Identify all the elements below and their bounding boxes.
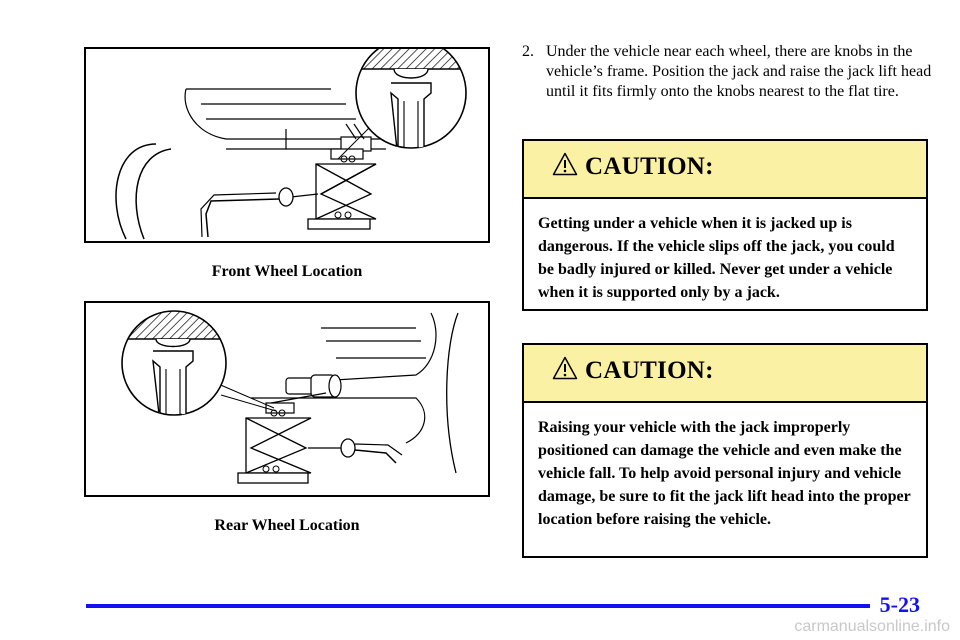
caution-box-1 bbox=[522, 139, 928, 311]
step-number: 2. bbox=[522, 43, 534, 60]
front-jack-drawing bbox=[86, 49, 488, 241]
warning-triangle-icon bbox=[552, 356, 578, 380]
caution-label: CAUTION: bbox=[585, 153, 714, 180]
watermark: carmanualsonline.info bbox=[794, 618, 950, 635]
front-wheel-caption: Front Wheel Location bbox=[211, 263, 363, 280]
step-text: Under the vehicle near each wheel, there are knobs in the vehicle’s frame. Position the jack and raise the jack lift head until it fits firmly onto the knobs nearest to the flat tire. bbox=[546, 43, 932, 100]
caution-box-2 bbox=[522, 343, 928, 558]
rear-wheel-caption: Rear Wheel Location bbox=[214, 517, 360, 534]
warning-triangle-icon bbox=[552, 152, 578, 176]
step-2-instruction bbox=[522, 42, 932, 102]
caution-header bbox=[524, 141, 926, 199]
caution-text: Raising your vehicle with the jack improperly positioned can damage the vehicle and even make the vehicle fall. To help avoid personal injury and vehicle damage, be sure to fit the jack lift head into the proper location before raising the vehicle. bbox=[538, 419, 911, 528]
footer-rule bbox=[86, 604, 870, 608]
page-number: 5-23 bbox=[879, 592, 920, 617]
caution-label: CAUTION: bbox=[585, 357, 714, 384]
rear-wheel-illustration bbox=[84, 301, 490, 497]
caution-header bbox=[524, 345, 926, 403]
caution-text: Getting under a vehicle when it is jacked up is dangerous. If the vehicle slips off the jack, you could be badly injured or killed. Never get under a vehicle when it is supported only by a jack. bbox=[538, 215, 895, 301]
front-wheel-illustration bbox=[84, 47, 490, 243]
rear-jack-drawing bbox=[86, 303, 488, 495]
